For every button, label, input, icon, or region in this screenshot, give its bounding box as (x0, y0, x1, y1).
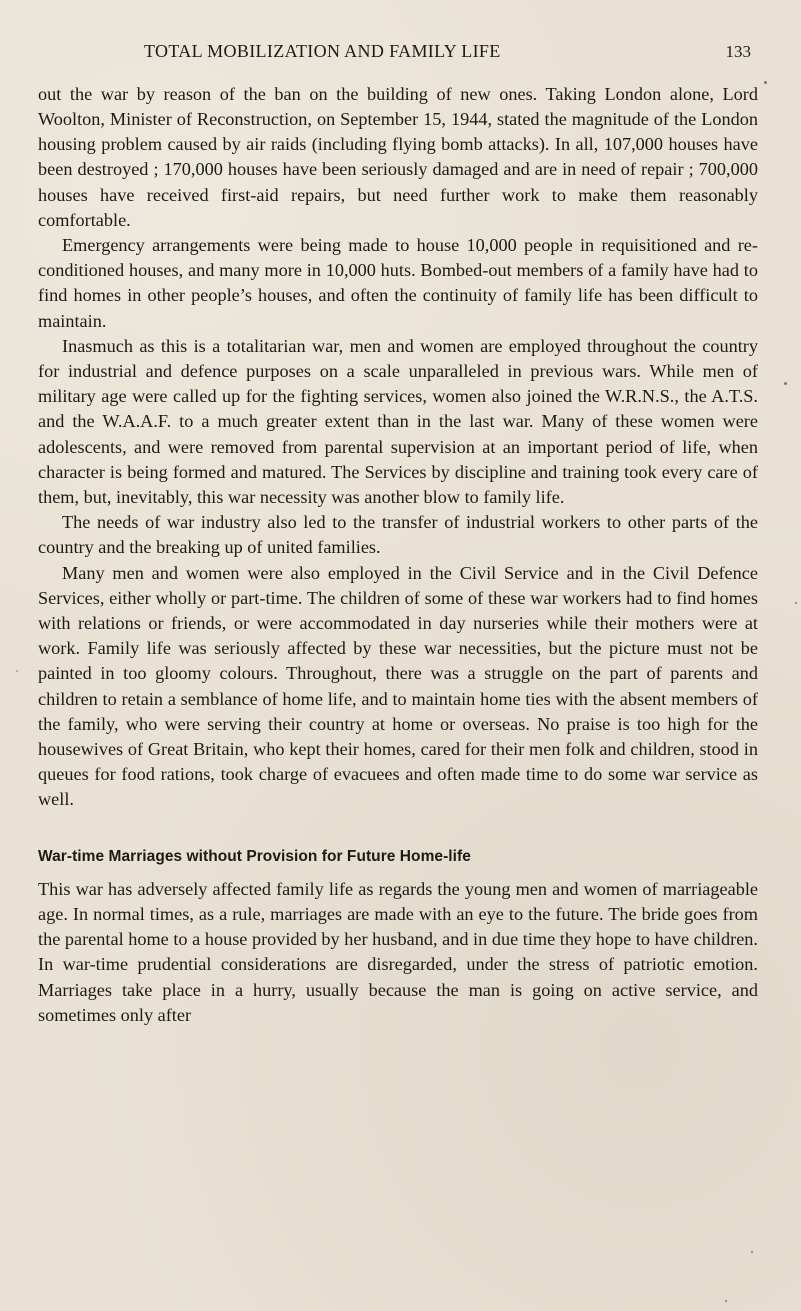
paragraph-civil-service: Many men and women were also employed in the Civil Service and in the Civil Defence Services, either wholly or part-time. The children of some of these war workers had to find homes with relations or friends, or were accommodated in day nurseries while their mothers were at work. Family life was seriously affected by these war necessities, but the picture must not be painted in too gloomy colours. Throughout, there was a struggle on the part of parents and children to retain a semblance of home life, and to maintain home ties with the absent members of the family, who were serving their country at home or overseas. No praise is too high for the housewives of Great Britain, who kept their homes, cared for their men folk and children, stood in queues for food rations, took charge of evacuees and often made time to do some war service as well. (38, 562, 758, 810)
paragraph-continued: out the war by reason of the ban on the building of new ones. Taking London alone, Lord Woolton, Minister of Reconstruction, on September 15, 1944, stated the magnitude of the London housing problem caused by air raids (including flying bomb attacks). In all, 107,000 houses have been destroyed ; 170,000 houses have been seriously damaged and are in need of repair ; 700,000 houses have received first-aid repairs, but need further work to make them reasonably comfortable. (38, 83, 758, 230)
section-heading: War-time Marriages without Provision for Future Home-life (38, 847, 471, 865)
paragraph-war-industry: The needs of war industry also led to the transfer of industrial workers to other parts of the country and the breaking up of united families. (38, 512, 758, 558)
paragraph-war-time-marriages: This war has adversely affected family life as regards the young men and women of marriageable age. In normal times, as a rule, marriages are made with an eye to the future. The bride goes from the parental home to a house provided by her husband, and in due time they hope to have children. In war-time prudential considerations are disregarded, under the stress of patriotic emotion. Marriages take place in a hurry, usually because the man is going on active service, and sometimes only after (38, 878, 758, 1025)
body-text (38, 82, 758, 1028)
paper-speck (795, 602, 797, 604)
running-head (38, 42, 759, 62)
page-number: 133 (725, 42, 751, 61)
paper-speck (784, 382, 787, 385)
running-title: TOTAL MOBILIZATION AND FAMILY LIFE (144, 41, 501, 61)
paragraph-emergency-arrangements: Emergency arrangements were being made to house 10,000 people in requisitioned and re-conditioned houses, and many more in 10,000 huts. Bombed-out members of a family have had to find homes in other people’s houses, and often the continuity of family life has been difficult to maintain. (38, 235, 758, 331)
paper-speck (725, 1300, 727, 1302)
paper-speck (16, 670, 18, 672)
paper-speck (764, 81, 767, 84)
paragraph-totalitarian-war: Inasmuch as this is a totalitarian war, men and women are employed throughout the country for industrial and defence purposes on a scale unparalleled in previous wars. While men of military age were called up for the fighting services, women also joined the W.R.N.S., the A.T.S. and the W.A.A.F. to a much greater extent than in the last war. Many of these women were adolescents, and were removed from parental supervision at an important period of life, when character is being formed and matured. The Services by discipline and training took every care of them, but, inevitably, this war necessity was another blow to family life. (38, 335, 758, 508)
paper-speck (751, 1251, 753, 1253)
